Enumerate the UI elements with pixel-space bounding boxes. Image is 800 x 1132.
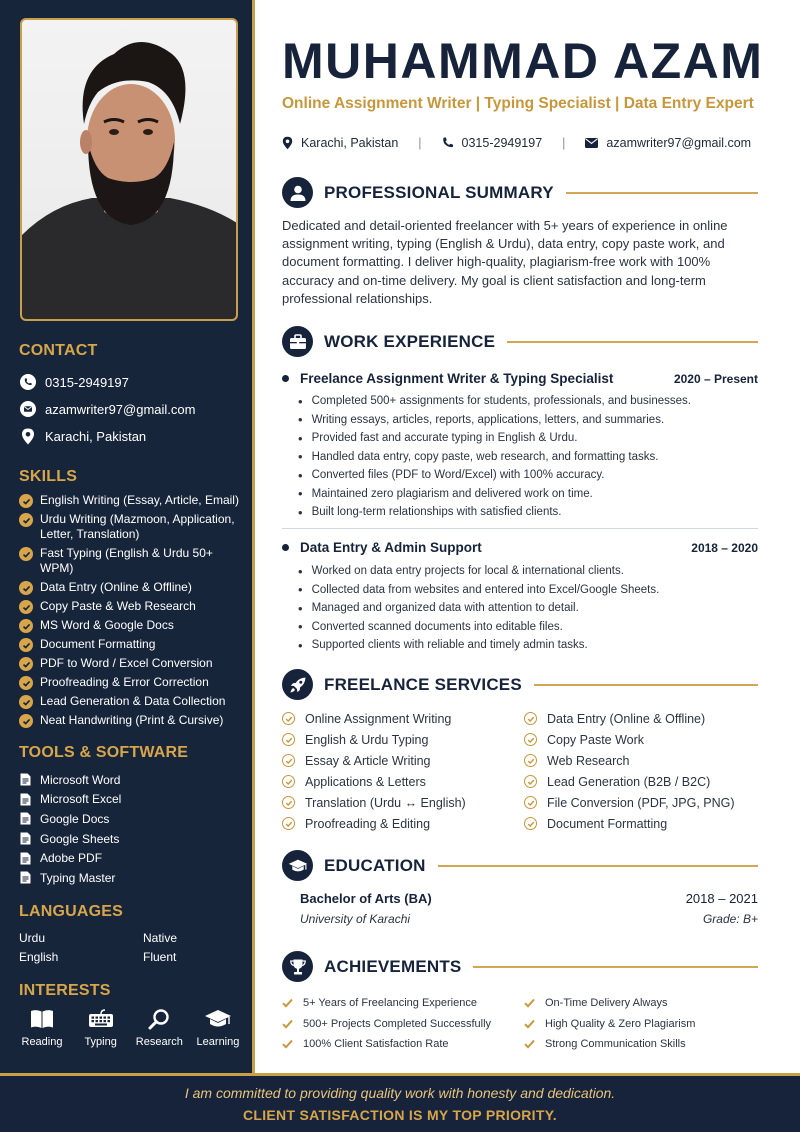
service-item	[282, 729, 512, 750]
skill-item-text: Lead Generation & Data Collection	[40, 694, 226, 708]
interest-label: Reading	[21, 1036, 63, 1048]
service-item	[524, 729, 760, 750]
section-divider	[507, 341, 758, 343]
achievement-item	[282, 993, 518, 1014]
service-item-text: Applications & Letters	[305, 774, 426, 789]
person-icon	[282, 177, 313, 208]
service-item-text: English & Urdu Typing	[305, 732, 429, 747]
location-icon	[282, 136, 293, 150]
header-email[interactable]	[585, 136, 751, 150]
skill-item	[19, 637, 247, 652]
services-left	[282, 708, 512, 834]
sidebar-location-text: Karachi, Pakistan	[45, 428, 147, 444]
service-item-text: Copy Paste Work	[547, 732, 645, 747]
sidebar-phone-text: 0315-2949197	[45, 374, 129, 390]
skill-item	[19, 618, 247, 633]
check-icon	[19, 513, 33, 527]
job-bullet-text: • Managed and organized data with attention to detail.	[311, 602, 579, 615]
education-header	[282, 850, 758, 881]
achievements-left	[282, 993, 518, 1055]
graduation-cap-icon	[204, 1008, 232, 1030]
language-row	[19, 950, 219, 964]
service-item	[282, 750, 512, 771]
skill-item-text: Proofreading & Error Correction	[40, 675, 209, 689]
check-icon	[19, 581, 33, 595]
checkmark-icon	[524, 998, 535, 1008]
divider	[282, 528, 758, 529]
book-icon	[30, 1008, 54, 1030]
skill-item-text: MS Word & Google Docs	[40, 618, 174, 632]
sidebar	[0, 0, 255, 1073]
bullet-dot	[282, 544, 289, 551]
achievement-item	[524, 993, 760, 1014]
section-title: FREELANCE SERVICES	[324, 674, 522, 694]
job-bullet	[298, 429, 758, 448]
service-item-text: Lead Generation (B2B / B2C)	[547, 774, 711, 789]
check-circle-icon	[524, 733, 537, 746]
job-bullets	[298, 392, 758, 522]
footer-priority: CLIENT SATISFACTION IS MY TOP PRIORITY.	[242, 1107, 558, 1123]
check-icon	[19, 657, 33, 671]
email-icon	[19, 400, 37, 418]
job-bullet-text: • Converted files (PDF to Word/Excel) with 100% accuracy.	[311, 469, 605, 482]
bullet-dot	[282, 375, 289, 382]
tool-item	[19, 770, 121, 790]
interest-typing	[74, 1008, 128, 1048]
tool-item-text: Google Docs	[40, 811, 110, 826]
achievements-header	[282, 951, 758, 982]
skill-item-text: Document Formatting	[40, 637, 156, 651]
tool-item-text: Typing Master	[40, 870, 116, 885]
document-icon	[19, 792, 32, 806]
skill-item	[19, 512, 247, 542]
grade: Grade: B+	[702, 912, 758, 926]
check-circle-icon	[282, 712, 295, 725]
language-name: Urdu	[19, 931, 46, 945]
avatar	[22, 20, 238, 321]
separator: |	[562, 136, 566, 150]
skill-item	[19, 599, 247, 614]
service-item	[524, 708, 760, 729]
service-item	[524, 792, 760, 813]
check-icon	[19, 638, 33, 652]
job-bullet	[298, 636, 758, 655]
skill-item	[19, 493, 247, 508]
sidebar-email-text: azamwriter97@gmail.com	[45, 401, 196, 417]
location-icon	[19, 427, 37, 445]
skill-item	[19, 546, 247, 576]
check-icon	[19, 600, 33, 614]
section-title: ACHIEVEMENTS	[324, 956, 462, 976]
rocket-icon	[282, 669, 313, 700]
check-icon	[19, 494, 33, 508]
skill-item-text: Urdu Writing (Mazmoon, Application, Letter, Translation)	[40, 512, 235, 541]
trophy-icon	[282, 951, 313, 982]
achievement-item	[524, 1034, 760, 1055]
header-phone-text: 0315-2949197	[461, 136, 543, 150]
services-header	[282, 669, 758, 700]
service-item	[524, 771, 760, 792]
achievement-item-text: 500+ Projects Completed Successfully	[303, 1017, 492, 1030]
separator: |	[418, 136, 422, 150]
service-item	[282, 771, 512, 792]
checkmark-icon	[282, 1039, 293, 1049]
language-level: Fluent	[143, 950, 177, 964]
email-icon	[585, 138, 598, 148]
skill-item-text: English Writing (Essay, Article, Email)	[40, 493, 239, 507]
achievement-item-text: High Quality & Zero Plagiarism	[545, 1017, 696, 1030]
phone-icon	[19, 373, 37, 391]
tool-item	[19, 848, 121, 868]
main-content	[258, 0, 800, 1073]
interest-label: Learning	[196, 1036, 240, 1048]
service-item-text: Online Assignment Writing	[305, 711, 452, 726]
header-email-text: azamwriter97@gmail.com	[606, 136, 752, 150]
achievement-item-text: Strong Communication Skills	[545, 1038, 686, 1051]
job-role: Freelance Assignment Writer & Typing Specialist	[300, 371, 614, 386]
job-bullet-text: • Handled data entry, copy paste, web research, and formatting tasks.	[311, 450, 659, 463]
interest-label: Typing	[84, 1036, 117, 1048]
briefcase-icon	[282, 326, 313, 357]
footer	[0, 1073, 800, 1132]
interest-learning	[191, 1008, 245, 1048]
tagline: Online Assignment Writer | Typing Specialist | Data Entry Expert	[282, 95, 754, 112]
check-circle-icon	[282, 775, 295, 788]
interest-reading	[15, 1008, 69, 1048]
job-bullet	[298, 485, 758, 504]
tool-item	[19, 868, 121, 888]
magnifier-icon	[148, 1008, 170, 1030]
language-name: English	[19, 950, 59, 964]
checkmark-icon	[282, 1019, 293, 1029]
skills-title: SKILLS	[19, 468, 78, 485]
check-icon	[19, 619, 33, 633]
service-item	[282, 792, 512, 813]
header-contact-line	[282, 136, 758, 150]
job-bullet-text: • Completed 500+ assignments for students, professionals, and businesses.	[311, 395, 691, 408]
job-header	[282, 371, 758, 386]
check-circle-icon	[524, 775, 537, 788]
education-row	[300, 912, 758, 926]
degree: Bachelor of Arts (BA)	[300, 891, 432, 906]
experience-header	[282, 326, 758, 357]
section-title: PROFESSIONAL SUMMARY	[324, 182, 554, 202]
achievement-item	[524, 1014, 760, 1035]
job-bullet	[298, 618, 758, 637]
tool-item-text: Microsoft Word	[40, 772, 121, 787]
job-bullet-text: • Writing essays, articles, reports, applications, letters, and summaries.	[311, 413, 665, 426]
checkmark-icon	[282, 998, 293, 1008]
tool-item	[19, 809, 121, 829]
skill-item	[19, 675, 247, 690]
achievement-item	[282, 1034, 518, 1055]
tool-item-text: Google Sheets	[40, 831, 120, 846]
job-bullet	[298, 411, 758, 430]
job-bullet	[298, 562, 758, 581]
section-divider	[566, 192, 758, 194]
languages-title: LANGUAGES	[19, 903, 124, 920]
check-icon	[19, 714, 33, 728]
job-bullet	[298, 581, 758, 600]
footer-statement: I am committed to providing quality work with honesty and dedication.	[184, 1085, 616, 1101]
interest-label: Research	[135, 1036, 183, 1048]
job-header	[282, 540, 758, 555]
section-divider	[473, 966, 758, 968]
service-item-text: Proofreading & Editing	[305, 816, 431, 831]
education-row	[300, 891, 758, 906]
check-circle-icon	[524, 754, 537, 767]
document-icon	[19, 851, 32, 865]
service-item-text: Essay & Article Writing	[305, 753, 431, 768]
job-bullet	[298, 503, 758, 522]
check-circle-icon	[282, 796, 295, 809]
skill-item-text: PDF to Word / Excel Conversion	[40, 656, 213, 670]
job-bullet-text: • Converted scanned documents into editable files.	[311, 620, 563, 633]
service-item-text: Translation (Urdu ↔ English)	[305, 795, 466, 810]
education-dates: 2018 – 2021	[685, 891, 758, 906]
job-dates: 2020 – Present	[673, 371, 758, 386]
tools-list	[19, 770, 121, 888]
language-level: Native	[143, 931, 178, 945]
service-item-text: Data Entry (Online & Offline)	[547, 711, 706, 726]
check-circle-icon	[524, 796, 537, 809]
job-dates: 2018 – 2020	[691, 540, 758, 555]
tool-item-text: Microsoft Excel	[40, 792, 122, 807]
tool-item	[19, 790, 121, 810]
tool-item-text: Adobe PDF	[40, 851, 103, 866]
header-location-text: Karachi, Pakistan	[301, 136, 399, 150]
job-bullet-text: • Built long-term relationships with satisfied clients.	[311, 506, 562, 519]
skill-item-text: Neat Handwriting (Print & Cursive)	[40, 713, 224, 727]
job-bullet-text: • Supported clients with reliable and timely admin tasks.	[311, 639, 588, 652]
header-phone[interactable]	[442, 136, 543, 150]
contact-title: CONTACT	[19, 342, 98, 359]
job-bullet	[298, 448, 758, 467]
interests-row	[15, 1008, 245, 1048]
service-item	[282, 708, 512, 729]
sidebar-email[interactable]	[19, 400, 195, 418]
service-item	[282, 813, 512, 834]
header-location	[282, 136, 398, 150]
section-title: WORK EXPERIENCE	[324, 331, 496, 351]
sidebar-phone[interactable]	[19, 373, 129, 391]
skill-item	[19, 694, 247, 709]
school: University of Karachi	[300, 912, 411, 926]
summary-text: Dedicated and detail-oriented freelancer with 5+ years of experience in online assignment writing, typing (English & Urdu), data entry, copy paste work, and document formatting. I deliver high-quality, plagiarism-free work with 100% accuracy and on-time delivery. My goal is client satisfaction and long-term professional relationships.	[282, 218, 728, 306]
services-right	[524, 708, 760, 834]
service-item	[524, 813, 760, 834]
service-item-text: File Conversion (PDF, JPG, PNG)	[547, 795, 735, 810]
skill-item	[19, 713, 247, 728]
checkmark-icon	[524, 1039, 535, 1049]
service-item	[524, 750, 760, 771]
service-item-text: Web Research	[547, 753, 630, 768]
achievement-item-text: 100% Client Satisfaction Rate	[303, 1038, 449, 1051]
candidate-name: MUHAMMAD AZAM	[282, 33, 764, 89]
achievement-item-text: On-Time Delivery Always	[545, 997, 668, 1010]
achievement-item-text: 5+ Years of Freelancing Experience	[303, 997, 477, 1010]
profile-photo	[20, 18, 238, 321]
skills-list	[19, 493, 247, 732]
achievement-item	[282, 1014, 518, 1035]
interests-title: INTERESTS	[19, 982, 111, 999]
service-item-text: Document Formatting	[547, 816, 668, 831]
skill-item-text: Data Entry (Online & Offline)	[40, 580, 192, 594]
job-bullet	[298, 392, 758, 411]
interest-research	[132, 1008, 186, 1048]
skill-item-text: Copy Paste & Web Research	[40, 599, 196, 613]
check-circle-icon	[282, 733, 295, 746]
check-circle-icon	[524, 817, 537, 830]
job-role: Data Entry & Admin Support	[300, 540, 482, 555]
job-bullet	[298, 599, 758, 618]
check-circle-icon	[524, 712, 537, 725]
phone-icon	[442, 137, 454, 149]
tools-title: TOOLS & SOFTWARE	[19, 744, 189, 761]
achievements-right	[524, 993, 760, 1055]
summary-header	[282, 177, 758, 208]
job-bullet	[298, 466, 758, 485]
skill-item-text: Fast Typing (English & Urdu 50+ WPM)	[40, 546, 213, 575]
keyboard-icon	[88, 1008, 114, 1030]
document-icon	[19, 832, 32, 846]
job-bullets	[298, 562, 758, 655]
language-row	[19, 931, 219, 945]
job-bullet-text: • Worked on data entry projects for local & international clients.	[311, 565, 624, 578]
document-icon	[19, 773, 32, 787]
job-bullet-text: • Maintained zero plagiarism and delivered work on time.	[311, 487, 593, 500]
job-bullet-text: • Provided fast and accurate typing in English & Urdu.	[311, 432, 578, 445]
document-icon	[19, 871, 32, 885]
section-divider	[438, 865, 758, 867]
document-icon	[19, 812, 32, 826]
job-bullet-text: • Collected data from websites and entered into Excel/Google Sheets.	[311, 583, 660, 596]
checkmark-icon	[524, 1019, 535, 1029]
skill-item	[19, 580, 247, 595]
skill-item	[19, 656, 247, 671]
graduation-cap-icon	[282, 850, 313, 881]
check-circle-icon	[282, 817, 295, 830]
section-title: EDUCATION	[324, 855, 426, 875]
check-icon	[19, 695, 33, 709]
sidebar-location	[19, 427, 146, 445]
section-divider	[534, 684, 758, 686]
check-icon	[19, 676, 33, 690]
tool-item	[19, 829, 121, 849]
check-icon	[19, 547, 33, 561]
check-circle-icon	[282, 754, 295, 767]
